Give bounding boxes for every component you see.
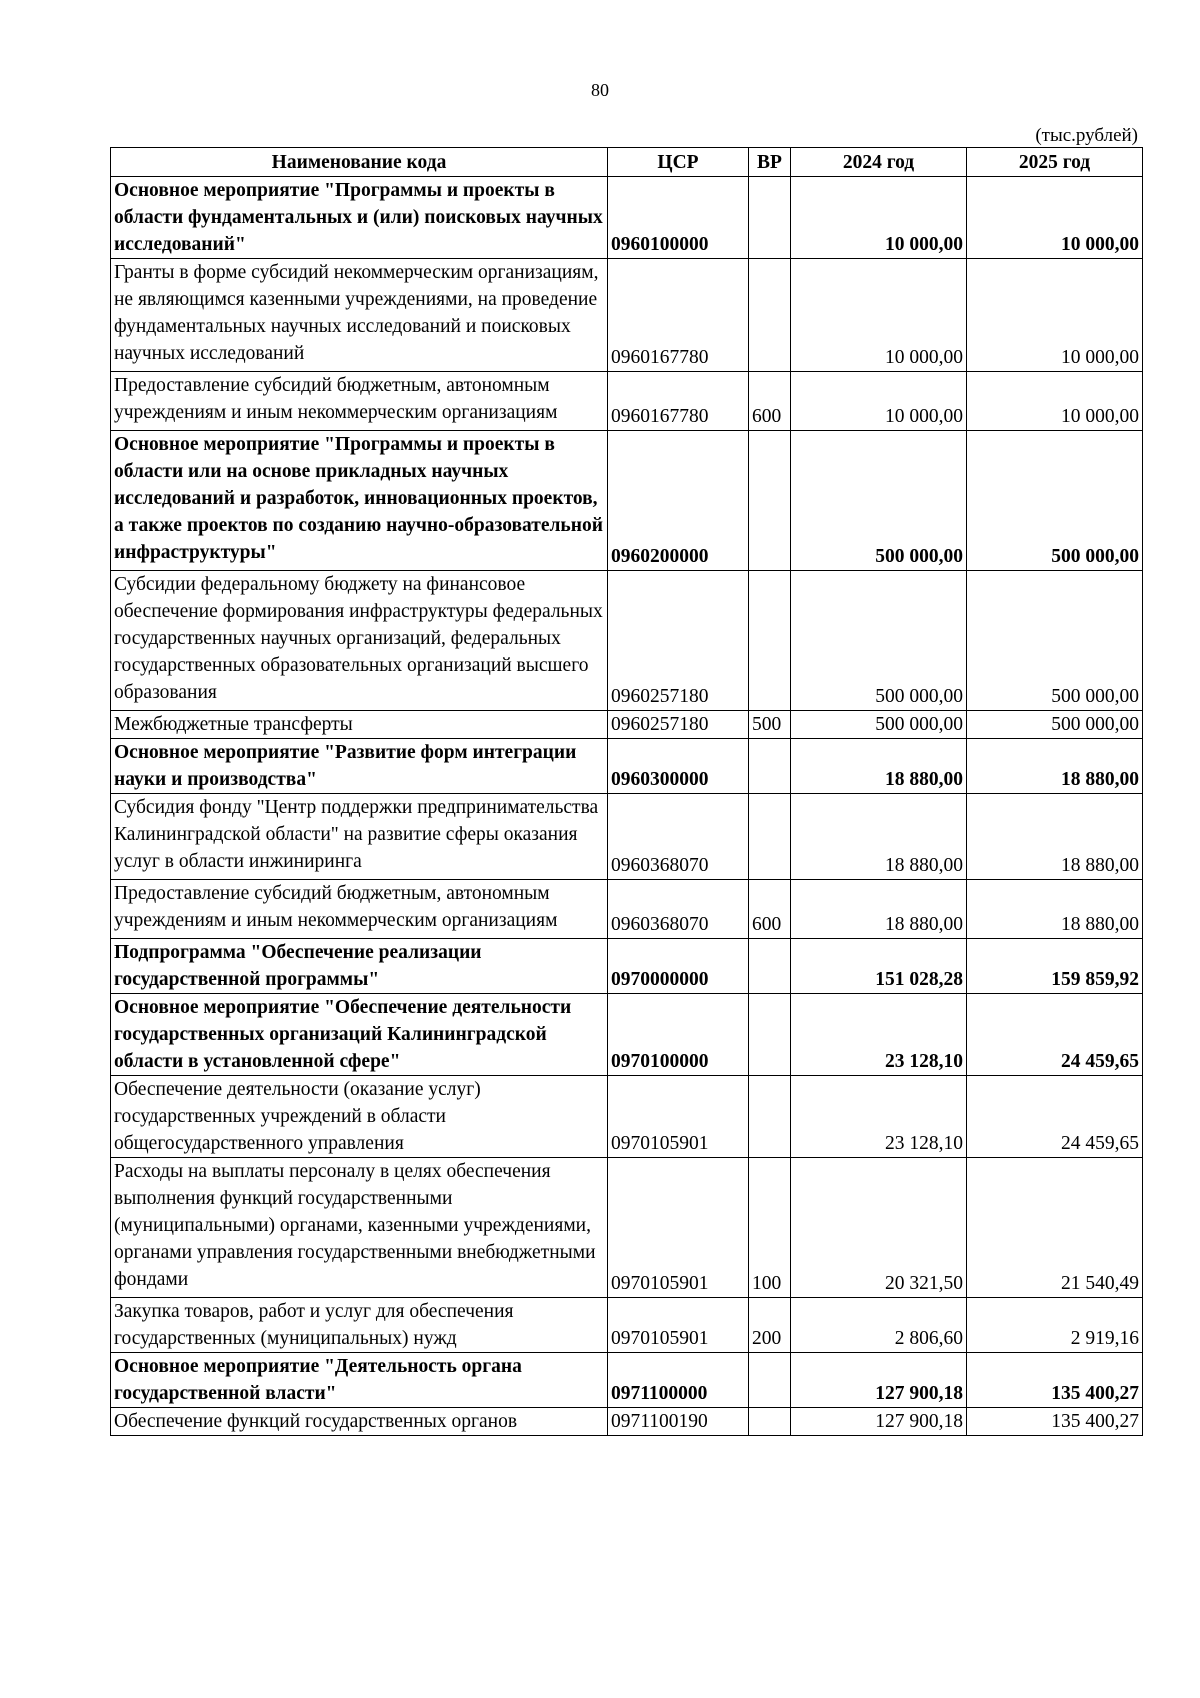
table-row bbox=[111, 1408, 1143, 1436]
cell-vr bbox=[749, 994, 791, 1076]
cell-name: Подпрограмма "Обеспечение реализации государственной программы" bbox=[111, 939, 608, 994]
cell-2024: 10 000,00 bbox=[791, 177, 967, 259]
cell-2024: 151 028,28 bbox=[791, 939, 967, 994]
table-row bbox=[111, 994, 1143, 1076]
table-row bbox=[111, 939, 1143, 994]
cell-2025: 10 000,00 bbox=[967, 372, 1143, 431]
cell-csr: 0960200000 bbox=[608, 431, 749, 571]
cell-vr bbox=[749, 939, 791, 994]
cell-2024: 2 806,60 bbox=[791, 1298, 967, 1353]
table-row bbox=[111, 1076, 1143, 1158]
cell-csr: 0970000000 bbox=[608, 939, 749, 994]
cell-csr: 0970105901 bbox=[608, 1158, 749, 1298]
cell-2025: 18 880,00 bbox=[967, 880, 1143, 939]
table-header-row bbox=[111, 148, 1143, 177]
budget-table bbox=[110, 147, 1143, 1436]
cell-name: Межбюджетные трансферты bbox=[111, 711, 608, 739]
cell-vr bbox=[749, 431, 791, 571]
table-row bbox=[111, 1353, 1143, 1408]
cell-vr bbox=[749, 1353, 791, 1408]
cell-2024: 127 900,18 bbox=[791, 1408, 967, 1436]
cell-name: Закупка товаров, работ и услуг для обеспечения государственных (муниципальных) нужд bbox=[111, 1298, 608, 1353]
cell-csr: 0960368070 bbox=[608, 880, 749, 939]
column-header-name: Наименование кода bbox=[111, 148, 608, 177]
table-row bbox=[111, 177, 1143, 259]
units-label: (тыс.рублей) bbox=[1035, 125, 1138, 146]
cell-csr: 0971100190 bbox=[608, 1408, 749, 1436]
cell-2024: 20 321,50 bbox=[791, 1158, 967, 1298]
cell-vr: 600 bbox=[749, 880, 791, 939]
cell-2025: 500 000,00 bbox=[967, 431, 1143, 571]
cell-csr: 0960257180 bbox=[608, 571, 749, 711]
cell-2024: 500 000,00 bbox=[791, 571, 967, 711]
cell-vr: 600 bbox=[749, 372, 791, 431]
cell-2024: 500 000,00 bbox=[791, 431, 967, 571]
cell-csr: 0960167780 bbox=[608, 372, 749, 431]
cell-name: Расходы на выплаты персоналу в целях обеспечения выполнения функций государственными (муниципальными) органами, казенными учреждениями, органами управления государственными внебюджетными фондами bbox=[111, 1158, 608, 1298]
cell-csr: 0960167780 bbox=[608, 259, 749, 372]
table-row bbox=[111, 571, 1143, 711]
table-row bbox=[111, 1158, 1143, 1298]
table-row bbox=[111, 431, 1143, 571]
cell-vr: 100 bbox=[749, 1158, 791, 1298]
cell-2025: 2 919,16 bbox=[967, 1298, 1143, 1353]
cell-name: Основное мероприятие "Программы и проекты в области фундаментальных и (или) поисковых научных исследований" bbox=[111, 177, 608, 259]
cell-2025: 18 880,00 bbox=[967, 739, 1143, 794]
cell-name: Предоставление субсидий бюджетным, автономным учреждениям и иным некоммерческим организациям bbox=[111, 372, 608, 431]
cell-vr bbox=[749, 571, 791, 711]
cell-csr: 0970105901 bbox=[608, 1076, 749, 1158]
cell-2024: 23 128,10 bbox=[791, 994, 967, 1076]
cell-vr bbox=[749, 1076, 791, 1158]
cell-2025: 24 459,65 bbox=[967, 994, 1143, 1076]
cell-vr bbox=[749, 259, 791, 372]
table-row bbox=[111, 372, 1143, 431]
cell-name: Обеспечение деятельности (оказание услуг) государственных учреждений в области общегосударственного управления bbox=[111, 1076, 608, 1158]
cell-vr bbox=[749, 794, 791, 880]
cell-2025: 18 880,00 bbox=[967, 794, 1143, 880]
table-row bbox=[111, 880, 1143, 939]
cell-2025: 135 400,27 bbox=[967, 1353, 1143, 1408]
column-header-csr: ЦСР bbox=[608, 148, 749, 177]
cell-2024: 10 000,00 bbox=[791, 372, 967, 431]
cell-name: Основное мероприятие "Развитие форм интеграции науки и производства" bbox=[111, 739, 608, 794]
cell-name: Гранты в форме субсидий некоммерческим организациям, не являющимся казенными учреждениями, на проведение фундаментальных научных исследований и поисковых научных исследований bbox=[111, 259, 608, 372]
cell-2024: 127 900,18 bbox=[791, 1353, 967, 1408]
cell-vr: 200 bbox=[749, 1298, 791, 1353]
cell-csr: 0960100000 bbox=[608, 177, 749, 259]
cell-2025: 135 400,27 bbox=[967, 1408, 1143, 1436]
cell-2024: 10 000,00 bbox=[791, 259, 967, 372]
cell-2025: 159 859,92 bbox=[967, 939, 1143, 994]
table-row bbox=[111, 259, 1143, 372]
cell-2025: 10 000,00 bbox=[967, 177, 1143, 259]
table-row bbox=[111, 739, 1143, 794]
cell-vr bbox=[749, 1408, 791, 1436]
cell-vr bbox=[749, 739, 791, 794]
cell-name: Субсидии федеральному бюджету на финансовое обеспечение формирования инфраструктуры федеральных государственных научных организаций, федеральных государственных образовательных организаций высшего образования bbox=[111, 571, 608, 711]
cell-2025: 10 000,00 bbox=[967, 259, 1143, 372]
cell-csr: 0960257180 bbox=[608, 711, 749, 739]
cell-vr: 500 bbox=[749, 711, 791, 739]
cell-2024: 500 000,00 bbox=[791, 711, 967, 739]
cell-name: Основное мероприятие "Деятельность органа государственной власти" bbox=[111, 1353, 608, 1408]
cell-name: Основное мероприятие "Программы и проекты в области или на основе прикладных научных исследований и разработок, инновационных проектов, а также проектов по созданию научно-образовательной инфраструктуры" bbox=[111, 431, 608, 571]
cell-2025: 500 000,00 bbox=[967, 571, 1143, 711]
cell-name: Обеспечение функций государственных органов bbox=[111, 1408, 608, 1436]
cell-2024: 23 128,10 bbox=[791, 1076, 967, 1158]
cell-name: Субсидия фонду "Центр поддержки предпринимательства Калининградской области" на развитие сферы оказания услуг в области инжиниринга bbox=[111, 794, 608, 880]
cell-csr: 0960300000 bbox=[608, 739, 749, 794]
cell-2025: 24 459,65 bbox=[967, 1076, 1143, 1158]
column-header-2024: 2024 год bbox=[791, 148, 967, 177]
cell-name: Предоставление субсидий бюджетным, автономным учреждениям и иным некоммерческим организациям bbox=[111, 880, 608, 939]
column-header-vr: ВР bbox=[749, 148, 791, 177]
cell-2025: 500 000,00 bbox=[967, 711, 1143, 739]
page-number: 80 bbox=[591, 80, 609, 100]
cell-csr: 0970105901 bbox=[608, 1298, 749, 1353]
column-header-2025: 2025 год bbox=[967, 148, 1143, 177]
cell-vr bbox=[749, 177, 791, 259]
cell-name: Основное мероприятие "Обеспечение деятельности государственных организаций Калининградской области в установленной сфере" bbox=[111, 994, 608, 1076]
cell-2024: 18 880,00 bbox=[791, 880, 967, 939]
cell-csr: 0970100000 bbox=[608, 994, 749, 1076]
cell-csr: 0971100000 bbox=[608, 1353, 749, 1408]
table-row bbox=[111, 711, 1143, 739]
cell-csr: 0960368070 bbox=[608, 794, 749, 880]
cell-2025: 21 540,49 bbox=[967, 1158, 1143, 1298]
cell-2024: 18 880,00 bbox=[791, 739, 967, 794]
table-row bbox=[111, 794, 1143, 880]
cell-2024: 18 880,00 bbox=[791, 794, 967, 880]
table-row bbox=[111, 1298, 1143, 1353]
